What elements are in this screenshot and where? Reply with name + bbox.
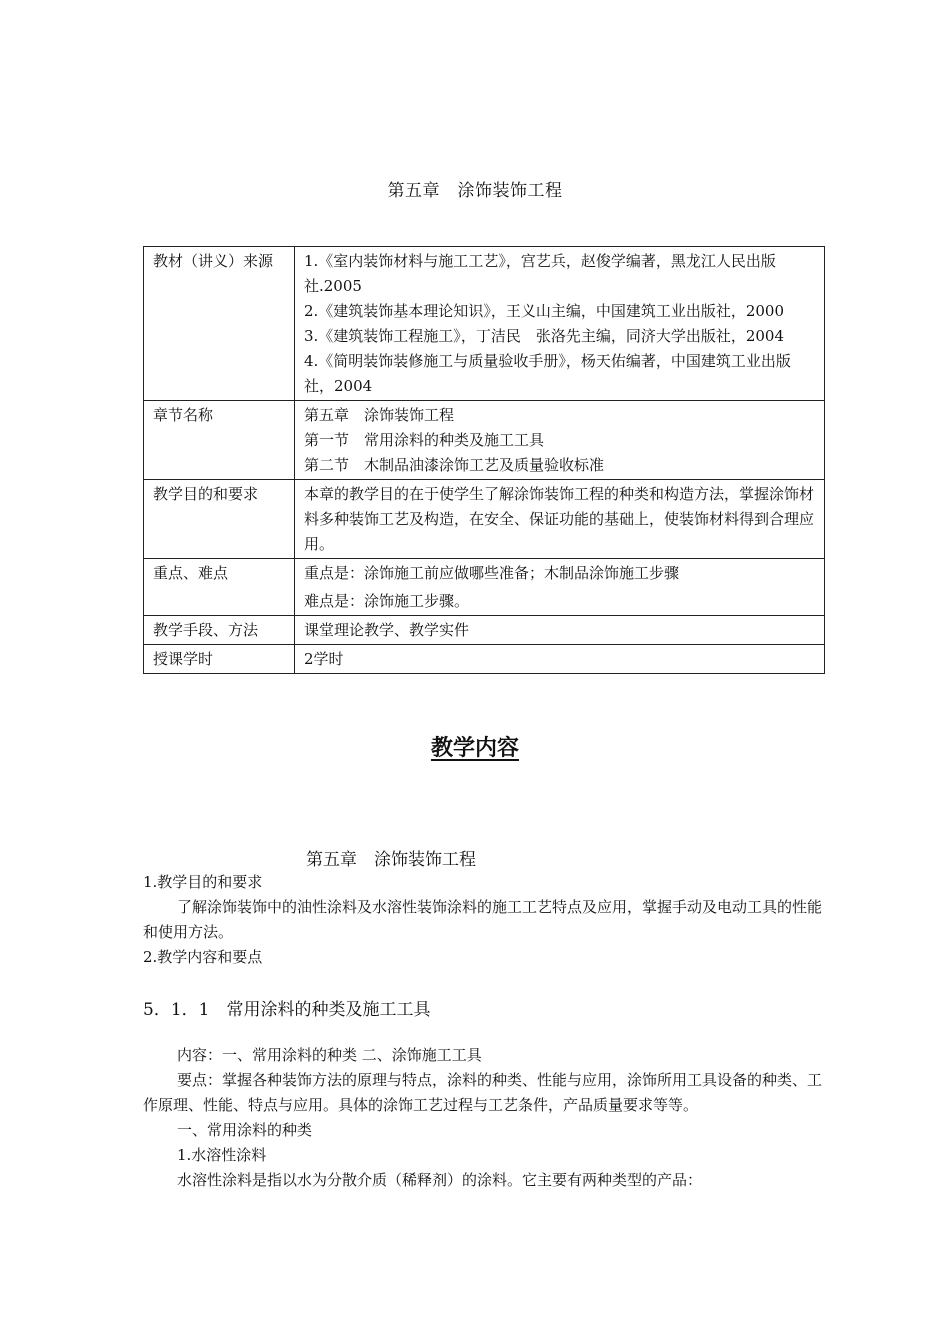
section-2	[143, 1043, 823, 1193]
item-heading: 1.水溶性涂料	[177, 1146, 267, 1164]
content-line: 内容：一、常用涂料的种类 二、涂饰施工工具	[177, 1046, 482, 1064]
source-label: 教材（讲义）来源	[144, 247, 295, 401]
list-item: 3.《建筑装饰工程施工》，丁洁民 张洛先主编，同济大学出版社，2004	[304, 327, 784, 345]
goal-text: 本章的教学目的在于使学生了解涂饰装饰工程的种类和构造方法，掌握涂饰材料多种装饰工艺及构造，在安全、保证功能的基础上，使装饰材料得到合理应用。	[295, 480, 825, 559]
chapter-heading: 第五章 涂饰装饰工程	[306, 850, 476, 870]
table-row	[144, 645, 825, 674]
hours-label: 授课学时	[144, 645, 295, 674]
keypoints-paragraph: 要点：掌握各种装饰方法的原理与特点，涂料的种类、性能与应用，涂饰所用工具设备的种类、工作原理、性能、特点与应用。具体的涂饰工艺过程与工艺条件，产品质量要求等等。	[143, 1071, 823, 1114]
method-label: 教学手段、方法	[144, 616, 295, 645]
focus-label: 重点、难点	[144, 559, 295, 616]
table-row	[144, 401, 825, 480]
table-row	[144, 616, 825, 645]
paragraph: 水溶性涂料是指以水为分散介质（稀释剂）的涂料。它主要有两种类型的产品：	[177, 1171, 703, 1189]
list-item: 第五章 涂饰装饰工程	[304, 406, 455, 424]
paragraph: 了解涂饰装饰中的油性涂料及水溶性装饰涂料的施工工艺特点及应用，掌握手动及电动工具的性能和使用方法。	[143, 898, 823, 941]
part-heading: 一、常用涂料的种类	[177, 1121, 313, 1139]
section-heading: 1.教学目的和要求	[143, 873, 263, 891]
table-row	[144, 247, 825, 401]
subsection-heading: 5．1．1 常用涂料的种类及施工工具	[143, 1000, 431, 1020]
method-text: 课堂理论教学、教学实件	[295, 616, 825, 645]
list-item: 第二节 木制品油漆涂饰工艺及质量验收标准	[304, 456, 605, 474]
chapter-label: 章节名称	[144, 401, 295, 480]
table-row	[144, 559, 825, 616]
section-1	[143, 870, 823, 970]
goal-label: 教学目的和要求	[144, 480, 295, 559]
section-heading: 2.教学内容和要点	[143, 948, 263, 966]
page-title: 第五章 涂饰装饰工程	[387, 181, 563, 201]
list-item: 难点是：涂饰施工步骤。	[304, 592, 470, 610]
list-item: 4.《简明装饰装修施工与质量验收手册》，杨天佑编著，中国建筑工业出版社，2004	[304, 352, 791, 395]
focus-list	[295, 559, 825, 616]
list-item: 1.《室内装饰材料与施工工艺》，宫艺兵，赵俊学编著，黑龙江人民出版社.2005	[304, 252, 776, 295]
chapter-list	[295, 401, 825, 480]
hours-text: 2学时	[295, 645, 825, 674]
content-title: 教学内容	[430, 735, 519, 761]
source-list	[295, 247, 825, 401]
list-item: 2.《建筑装饰基本理论知识》，王义山主编，中国建筑工业出版社，2000	[304, 302, 784, 320]
table-row	[144, 480, 825, 559]
course-info-table	[143, 246, 825, 674]
list-item: 重点是：涂饰施工前应做哪些准备；木制品涂饰施工步骤	[304, 564, 680, 582]
list-item: 第一节 常用涂料的种类及施工工具	[304, 431, 545, 449]
